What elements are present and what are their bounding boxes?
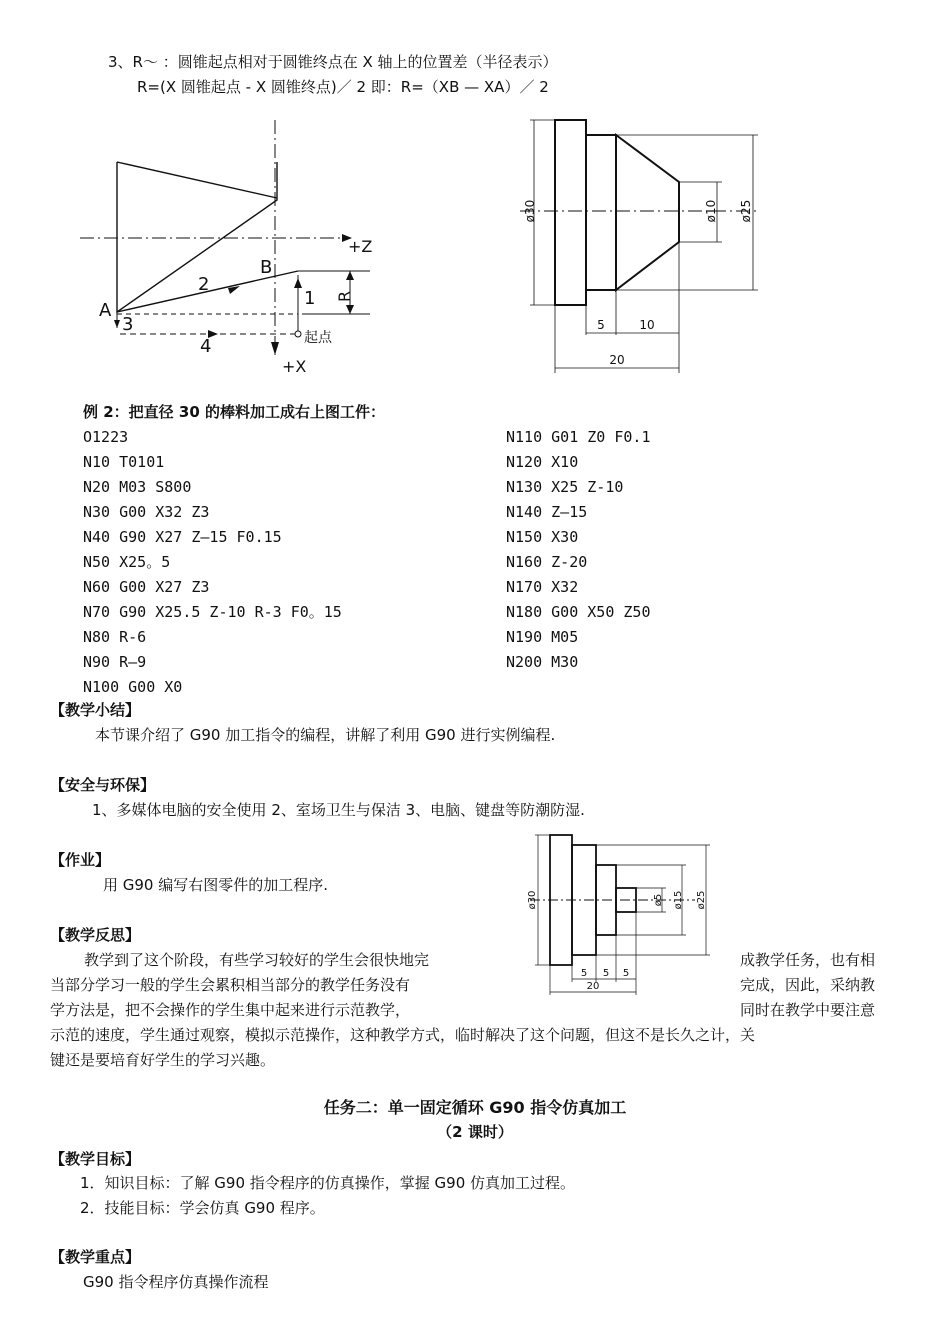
- reflection-line1-right: 成教学任务，也有相: [740, 951, 876, 969]
- dim-l20: 20: [609, 353, 625, 367]
- dim-d25: ø25: [739, 199, 753, 223]
- code-line: N120 X10: [506, 453, 579, 471]
- reflection-line3-left: 学方法是，把不会操作的学生集中起来进行示范教学，: [50, 1001, 411, 1019]
- label-b: B: [260, 257, 273, 278]
- dim-l10: 10: [639, 318, 655, 332]
- task2-title: 任务二：单一固定循环 G90 指令仿真加工: [323, 1098, 627, 1117]
- intro-line-2: R=(X 圆锥起点 - X 圆锥终点)／ 2 即：R=（XB — XA）／ 2: [137, 78, 549, 96]
- label-r: R: [335, 290, 354, 302]
- task2-subtitle: （2 课时）: [437, 1123, 513, 1141]
- reflection-line2-left: 当部分学习一般的学生会累积相当部分的教学任务没有: [50, 976, 411, 994]
- code-line: N50 X25。5: [83, 553, 171, 571]
- hw-dim-s1: 5: [580, 968, 588, 979]
- label-x: +X: [282, 357, 307, 376]
- code-line: N90 R—9: [83, 653, 147, 671]
- keypoint-heading: 【教学重点】: [50, 1248, 141, 1266]
- code-line: N10 T0101: [83, 453, 165, 471]
- label-z: +Z: [348, 237, 373, 256]
- code-line: N110 G01 Z0 F0.1: [506, 428, 651, 446]
- hw-dim-total: 20: [586, 981, 600, 992]
- part-drawing-2: [520, 830, 720, 1000]
- reflection-heading: 【教学反思】: [50, 926, 141, 944]
- code-line: N60 G00 X27 Z3: [83, 578, 210, 596]
- code-line: N20 M03 S800: [83, 478, 192, 496]
- label-3: 3: [122, 314, 134, 335]
- code-line: N80 R-6: [83, 628, 147, 646]
- label-4: 4: [200, 336, 212, 357]
- label-a: A: [99, 300, 112, 321]
- code-line: N100 G00 X0: [83, 678, 183, 696]
- goals-item-2: 2．技能目标：学会仿真 G90 程序。: [80, 1199, 325, 1217]
- code-line: N180 G00 X50 Z50: [506, 603, 651, 621]
- homework-heading: 【作业】: [50, 851, 111, 869]
- code-line: N140 Z—15: [506, 503, 588, 521]
- hw-dim-d30: ø30: [527, 890, 538, 910]
- reflection-line3-right: 同时在教学中要注意: [740, 1001, 876, 1019]
- code-line: N150 X30: [506, 528, 579, 546]
- cone-path-figure: [80, 120, 400, 380]
- reflection-line4: 示范的速度，学生通过观察，模拟示范操作，这种教学方式，临时解决了这个问题，但这不是长久之计，关: [50, 1026, 756, 1044]
- keypoint-text: G90 指令程序仿真操作流程: [83, 1273, 269, 1291]
- summary-text: 本节课介绍了 G90 加工指令的编程，讲解了利用 G90 进行实例编程.: [95, 726, 556, 744]
- hw-dim-s3: 5: [622, 968, 630, 979]
- hw-dim-d5: ø5: [653, 893, 664, 907]
- reflection-line2-right: 完成，因此，采纳教: [740, 976, 876, 994]
- label-2: 2: [198, 274, 210, 295]
- summary-heading: 【教学小结】: [50, 701, 141, 719]
- code-line: O1223: [83, 428, 129, 446]
- hw-dim-d25: ø25: [696, 890, 707, 910]
- homework-text: 用 G90 编写右图零件的加工程序.: [103, 876, 329, 894]
- code-line: N70 G90 X25.5 Z-10 R-3 F0。15: [83, 603, 342, 621]
- code-line: N200 M30: [506, 653, 579, 671]
- dim-d10: ø10: [704, 199, 718, 223]
- label-1: 1: [304, 288, 316, 309]
- code-line: N190 M05: [506, 628, 579, 646]
- code-line: N170 X32: [506, 578, 579, 596]
- code-line: N30 G00 X32 Z3: [83, 503, 210, 521]
- label-start: 起点: [304, 330, 332, 346]
- safety-heading: 【安全与环保】: [50, 776, 156, 794]
- goals-item-1: 1．知识目标：了解 G90 指令程序的仿真操作，掌握 G90 仿真加工过程。: [80, 1174, 576, 1192]
- code-line: N130 X25 Z-10: [506, 478, 624, 496]
- hw-dim-d15: ø15: [673, 890, 684, 910]
- reflection-line1-left: 教学到了这个阶段，有些学习较好的学生会很快地完: [84, 951, 430, 969]
- reflection-line5: 键还是要培育好学生的学习兴趣。: [50, 1051, 276, 1069]
- intro-line-1: 3、R～ ：圆锥起点相对于圆锥终点在 X 轴上的位置差（半径表示）: [108, 53, 558, 71]
- code-line: N160 Z-20: [506, 553, 588, 571]
- dim-l5: 5: [597, 318, 605, 332]
- hw-dim-s2: 5: [602, 968, 610, 979]
- example-title: 例 2：把直径 30 的棒料加工成右上图工件：: [83, 403, 385, 421]
- code-line: N40 G90 X27 Z—15 F0.15: [83, 528, 282, 546]
- safety-text: 1、多媒体电脑的安全使用 2、室场卫生与保洁 3、电脑、键盘等防潮防湿.: [92, 801, 585, 819]
- part-drawing-1: [510, 115, 770, 380]
- dim-d30: ø30: [523, 199, 537, 223]
- goals-heading: 【教学目标】: [50, 1150, 141, 1168]
